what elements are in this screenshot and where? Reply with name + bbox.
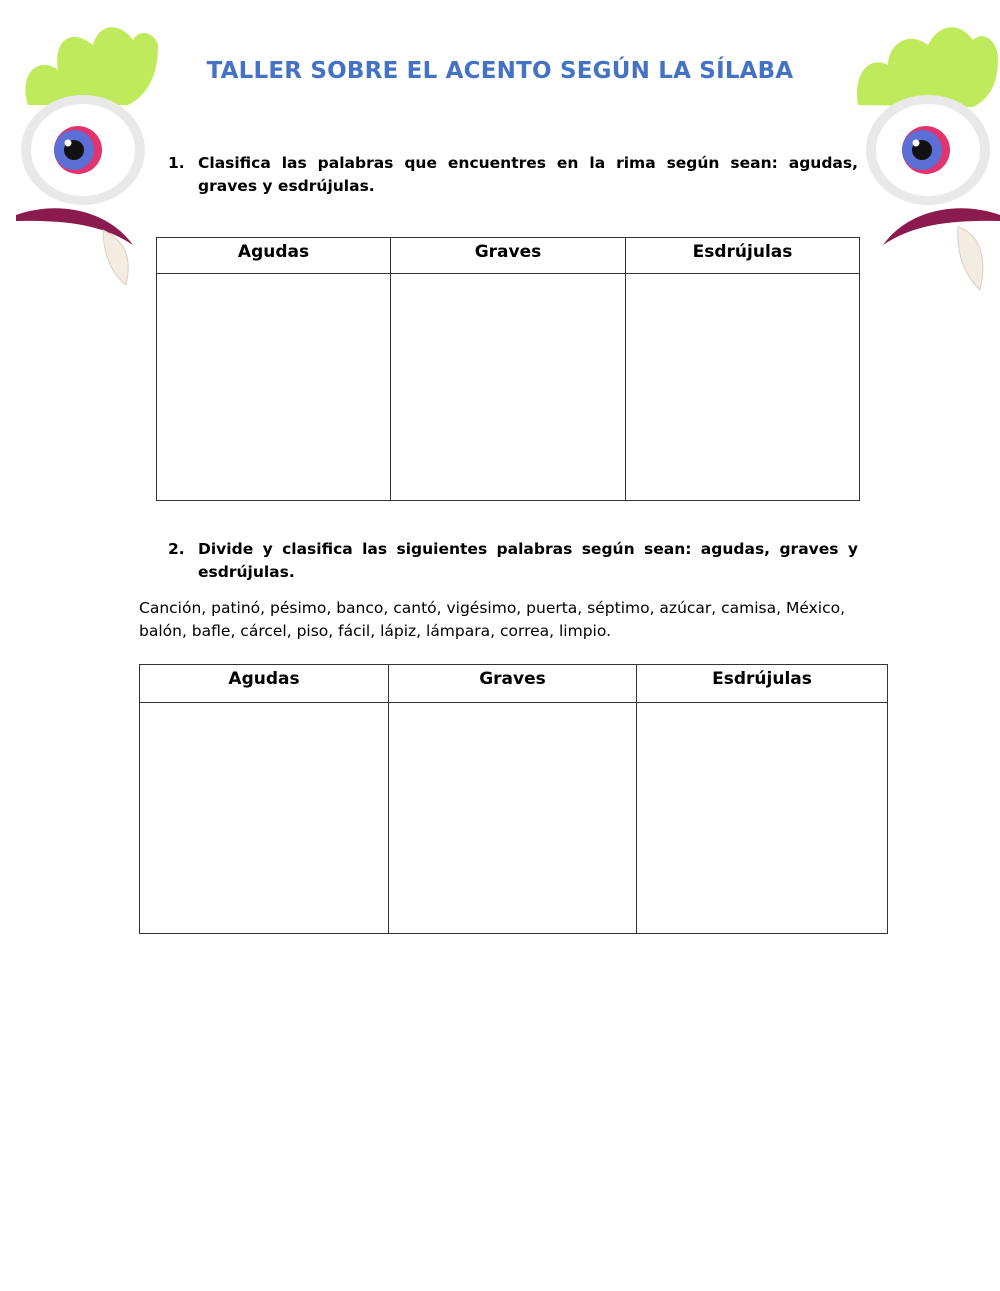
column-header-esdrujulas: Esdrújulas	[637, 665, 888, 703]
cartoon-eye-icon	[8, 15, 168, 295]
classification-table-1	[156, 237, 860, 501]
classification-table-2	[139, 664, 888, 934]
answer-cell-esdrujulas[interactable]	[626, 274, 860, 501]
page-title: TALLER SOBRE EL ACENTO SEGÚN LA SÍLABA	[206, 58, 794, 84]
column-header-agudas: Agudas	[157, 238, 391, 274]
exercise-2-number: 2.	[168, 540, 185, 558]
exercise-1-number: 1.	[168, 154, 185, 172]
word-list: Canción, patinó, pésimo, banco, cantó, vigésimo, puerta, séptimo, azúcar, camisa, México, balón, bafle, cárcel, piso, fácil, lápiz, lámpara, correa, limpio.	[139, 599, 846, 640]
answer-cell-esdrujulas[interactable]	[637, 703, 888, 934]
exercise-1-instruction	[168, 152, 858, 198]
column-header-graves: Graves	[389, 665, 637, 703]
answer-cell-graves[interactable]	[391, 274, 626, 501]
column-header-graves: Graves	[391, 238, 626, 274]
exercise-1-text: Clasifica las palabras que encuentres en la rima según sean: agudas, graves y esdrújulas.	[198, 154, 858, 195]
exercise-2-instruction	[168, 538, 858, 584]
answer-cell-agudas[interactable]	[140, 703, 389, 934]
column-header-agudas: Agudas	[140, 665, 389, 703]
cartoon-eye-icon	[848, 15, 1000, 295]
answer-cell-agudas[interactable]	[157, 274, 391, 501]
exercise-2-text: Divide y clasifica las siguientes palabras según sean: agudas, graves y esdrújulas.	[198, 540, 858, 581]
answer-cell-graves[interactable]	[389, 703, 637, 934]
column-header-esdrujulas: Esdrújulas	[626, 238, 860, 274]
